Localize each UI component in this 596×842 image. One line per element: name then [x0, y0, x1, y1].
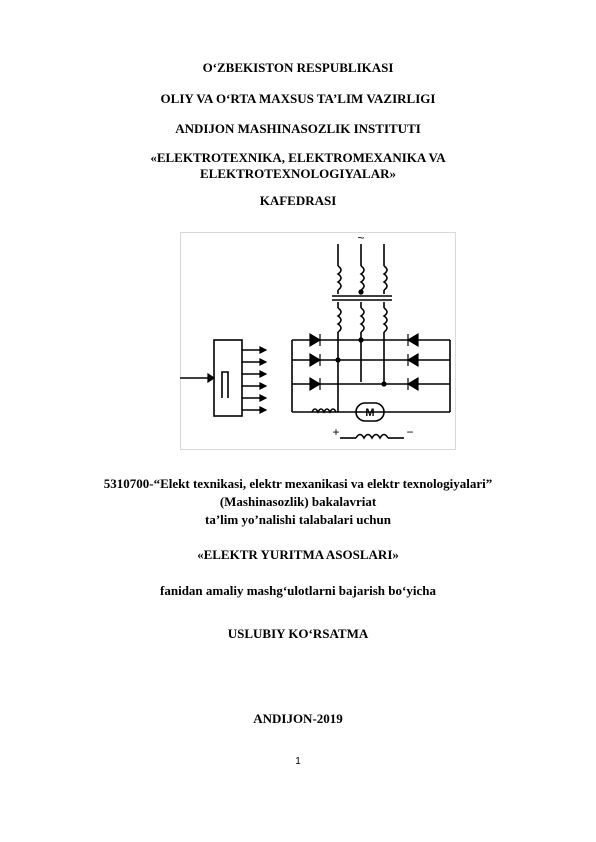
ac-symbol: ~ [357, 232, 365, 245]
course-subtitle: fanidan amaliy mashg‘ulotlarni bajarish bo‘yicha [160, 583, 436, 598]
page-number: 1 [295, 756, 301, 767]
course-title: «ELEKTR YURITMA ASOSLARI» [197, 547, 399, 562]
audience-students: ta’lim yo’nalishi talabalari uchun [205, 512, 391, 527]
header-department-line3: KAFEDRASI [259, 193, 337, 208]
header-ministry-line1: O‘ZBEKISTON RESPUBLIKASI [202, 60, 394, 75]
plus-sign: + [332, 425, 340, 439]
audience-degree: (Mashinasozlik) bakalavriat [219, 494, 377, 509]
header-institute: ANDIJON MASHINASOZLIK INSTITUTI [175, 121, 421, 136]
circuit-diagram [180, 232, 456, 450]
city-year: ANDIJON-2019 [253, 711, 343, 726]
header-ministry-line2: OLIY VA O‘RTA MAXSUS TA’LIM VAZIRLIGI [160, 91, 436, 106]
document-type: USLUBIY KO‘RSATMA [227, 626, 369, 641]
minus-sign: − [406, 425, 414, 439]
header-department-line1: «ELEKTROTEXNIKA, ELEKTROMEXANIKA VA [150, 150, 446, 165]
motor-label: M [365, 407, 375, 419]
audience-specialty: 5310700-“Elekt texnikasi, elektr mexanikasi va elektr texnologiyalari” [103, 476, 493, 491]
header-department-line2: ELEKTROTEXNOLOGIYALAR» [199, 166, 396, 181]
